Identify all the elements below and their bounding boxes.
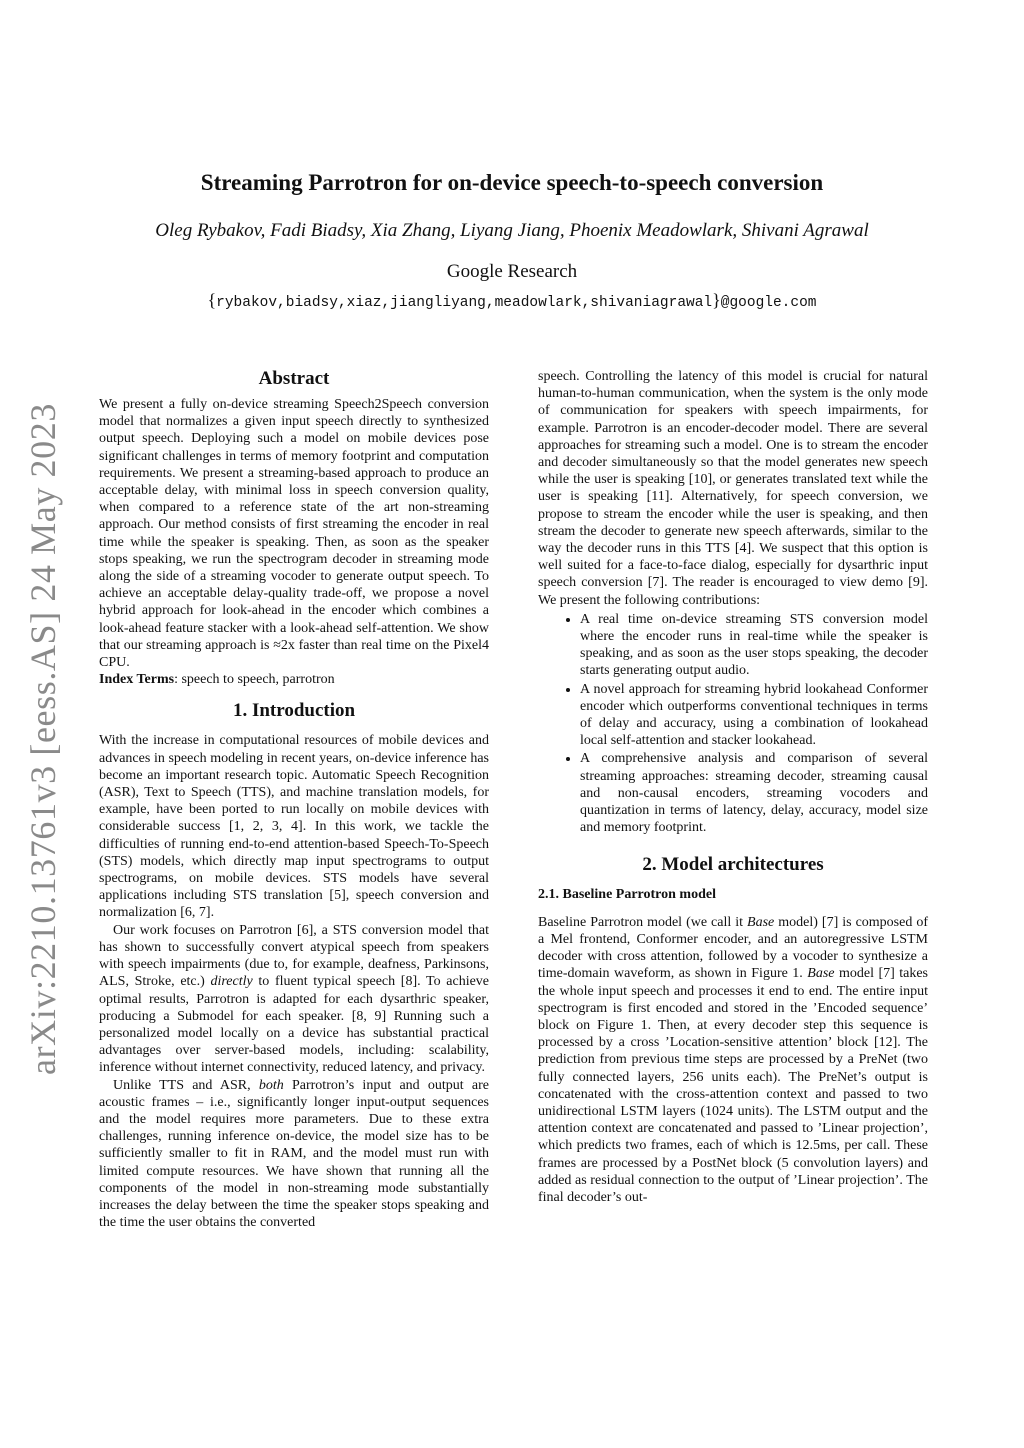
intro-paragraph-3-continued: speech. Controlling the latency of this model is crucial for natural human-to-human communication, when the system is the only mode of communication for speakers with speech impairments, for example. Parrotron is an encoder-decoder model. There are several approaches for streaming such a model. One is to stream the encoder and decoder simultaneously so that the model generates new speech while the user is speaking [10], or generates translated text while the user is speaking [11]. Alternatively, for speech conversion, we propose to stream the encoder while the user is speaking, and then stream the decoder to generate new speech afterwards, similar to the way the decoder runs in this TTS [4]. We suspect that this option is well suited for a face-to-face dialog, especially for dysarthric input speech conversion [7]. The reader is encouraged to view demo [9]. We present the following contributions: [538,369,928,608]
left-column [99,368,489,1231]
intro-p2-text-a: Our work focuses on Parrotron [6], a STS conversion model that has shown to successfully convert atypical speech from speakers with speech impairments (due to, for example, deafness, Parkinsons, ALS, Stroke, etc.) [99,922,489,990]
model-architectures-heading: 2. Model architectures [642,854,824,876]
email-brace-close: } [712,290,721,310]
email-domain: @google.com [720,295,817,311]
intro-p3-emphasis: both [258,1077,284,1093]
baseline-paragraph [538,914,928,1206]
email-users: rybakov,biadsy,xiaz,jiangliyang,meadowlark,shivaniagrawal [216,295,713,311]
intro-paragraph-1: With the increase in computational resources of mobile devices and advances in speech modeling in recent years, on-device inference has become an important research topic. Automatic Speech Recognition (ASR), Text to Speech (TTS), and machine translation models, for example, have been ported to run locally on mobile devices with considerable success [1, 2, 3, 4]. In this work, we tackle the difficulties of running end-to-end attention-based Speech-To-Speech (STS) models, which directly map input spectrograms to output spectrograms, on mobile devices. STS models have several applications including STS translation [5], speech conversion and normalization [6, 7]. [99,733,489,921]
right-column [538,368,928,1206]
intro-paragraph-2 [99,922,489,1077]
baseline-emphasis-2: Base [807,966,835,982]
index-terms [99,671,489,688]
baseline-emphasis-1: Base [747,914,775,930]
baseline-subsection-heading: 2.1. Baseline Parrotron model [538,887,716,903]
intro-p3-text-b: Parrotron’s input and output are acoustic frames – i.e., significantly longer input-output sequences and the model requires more parameters. Due to these extra challenges, running inference on-device, the model size has to be sufficiently smaller to fit in RAM, and the model must run with limited compute resources. We have shown that running all the components of the model in non-streaming mode substantially increases the delay between the time the speaker stops speaking and the time the user obtains the converted [99,1077,489,1231]
baseline-text-a: Baseline Parrotron model (we call it [538,914,748,930]
baseline-text-b: model) [7] is composed of a Mel frontend, Conformer encoder, and an autoregressive LSTM decoder with cross attention, followed by a vocoder to synthesize a time-domain waveform, as shown in Figure 1. [538,914,928,982]
list-item: • A novel approach for streaming hybrid lookahead Conformer encoder which outperforms conventional techniques in terms of delay and accuracy, using a combination of lookahead local self-attention and stacker lookahead. [580,681,928,750]
paper-title: Streaming Parrotron for on-device speech-to-speech conversion [200,170,824,195]
index-terms-value: : speech to speech, parrotron [174,672,335,688]
intro-paragraph-3 [99,1077,489,1232]
abstract-heading: Abstract [258,368,330,389]
introduction-heading: 1. Introduction [232,700,356,722]
contributions-list [538,611,928,837]
baseline-text-c: model [7] takes the whole input speech and processes it end to end. The entire input spectrogram is first encoded and stored in the ’Encoded sequence’ block on Figure 1. Then, at every decoder step this sequence is processed by a cross ’Location-sensitive attention’ block [12]. The prediction from previous time steps are processed by a PreNet (two fully connected layers, 256 units each). The PreNet’s output is concatenated with the cross-attention context and passed to two unidirectional LSTM layers (1024 units). The LSTM output and the attention context are concatenated and passed to ’Linear projection’, which predicts two frames, each of which is 12.5ms, per call. These frames are processed by a PostNet block (5 convolution layers) and added as residual connection to the output of ’Linear projection’. The final decoder’s out- [538,966,929,1205]
arxiv-identifier: arXiv:2210.13761v3 [eess.AS] 24 May 2023 [23,403,63,1075]
affiliation: Google Research [446,261,578,282]
list-item: • A comprehensive analysis and comparison of several streaming approaches: streaming decoder, streaming causal and non-causal encoders, streaming vocoders and quantization in terms of latency, delay, accuracy, model size and memory footprint. [580,750,928,836]
email-brace-open: { [207,290,217,310]
intro-p3-text-a: Unlike TTS and ASR, [113,1077,259,1093]
index-terms-label: Index Terms [99,672,175,688]
author-list: Oleg Rybakov, Fadi Biadsy, Xia Zhang, Liyang Jiang, Phoenix Meadowlark, Shivani Agrawal [155,220,869,241]
intro-p2-text-b: to fluent typical speech [8]. To achieve optimal results, Parrotron is adapted for each dysarthric speaker, producing a Submodel for each speaker. [8, 9] Running such a personalized model locally on a device has substantial practical advantages over server-based models, including: scalability, inference without internet connectivity, reduced latency, and privacy. [99,974,490,1076]
intro-p2-emphasis: directly [210,974,253,990]
list-item: • A real time on-device streaming STS conversion model where the encoder runs in real-time while the speaker is speaking, and as soon as the user stops speaking, the decoder starts generating output audio. [580,611,928,680]
author-emails [0,290,1024,311]
abstract-text: We present a fully on-device streaming Speech2Speech conversion model that normalizes a given input speech directly to synthesized output speech. Deploying such a model on mobile devices pose significant challenges in terms of memory footprint and computation requirements. We present a streaming-based approach to produce an acceptable delay, with minimal loss in speech conversion quality, when compared to a reference state of the art non-streaming approach. Our method consists of first streaming the encoder in real time while the speaker is speaking. Then, as soon as the speaker stops speaking, we run the spectrogram decoder in streaming mode along the side of a streaming vocoder to generate output speech. To achieve an acceptable delay-quality trade-off, we propose a novel hybrid approach for look-ahead in the encoder which combines a look-ahead feature stacker with a look-ahead self-attention. We show that our streaming approach is ≈2x faster than real time on the Pixel4 CPU. [99,397,489,671]
